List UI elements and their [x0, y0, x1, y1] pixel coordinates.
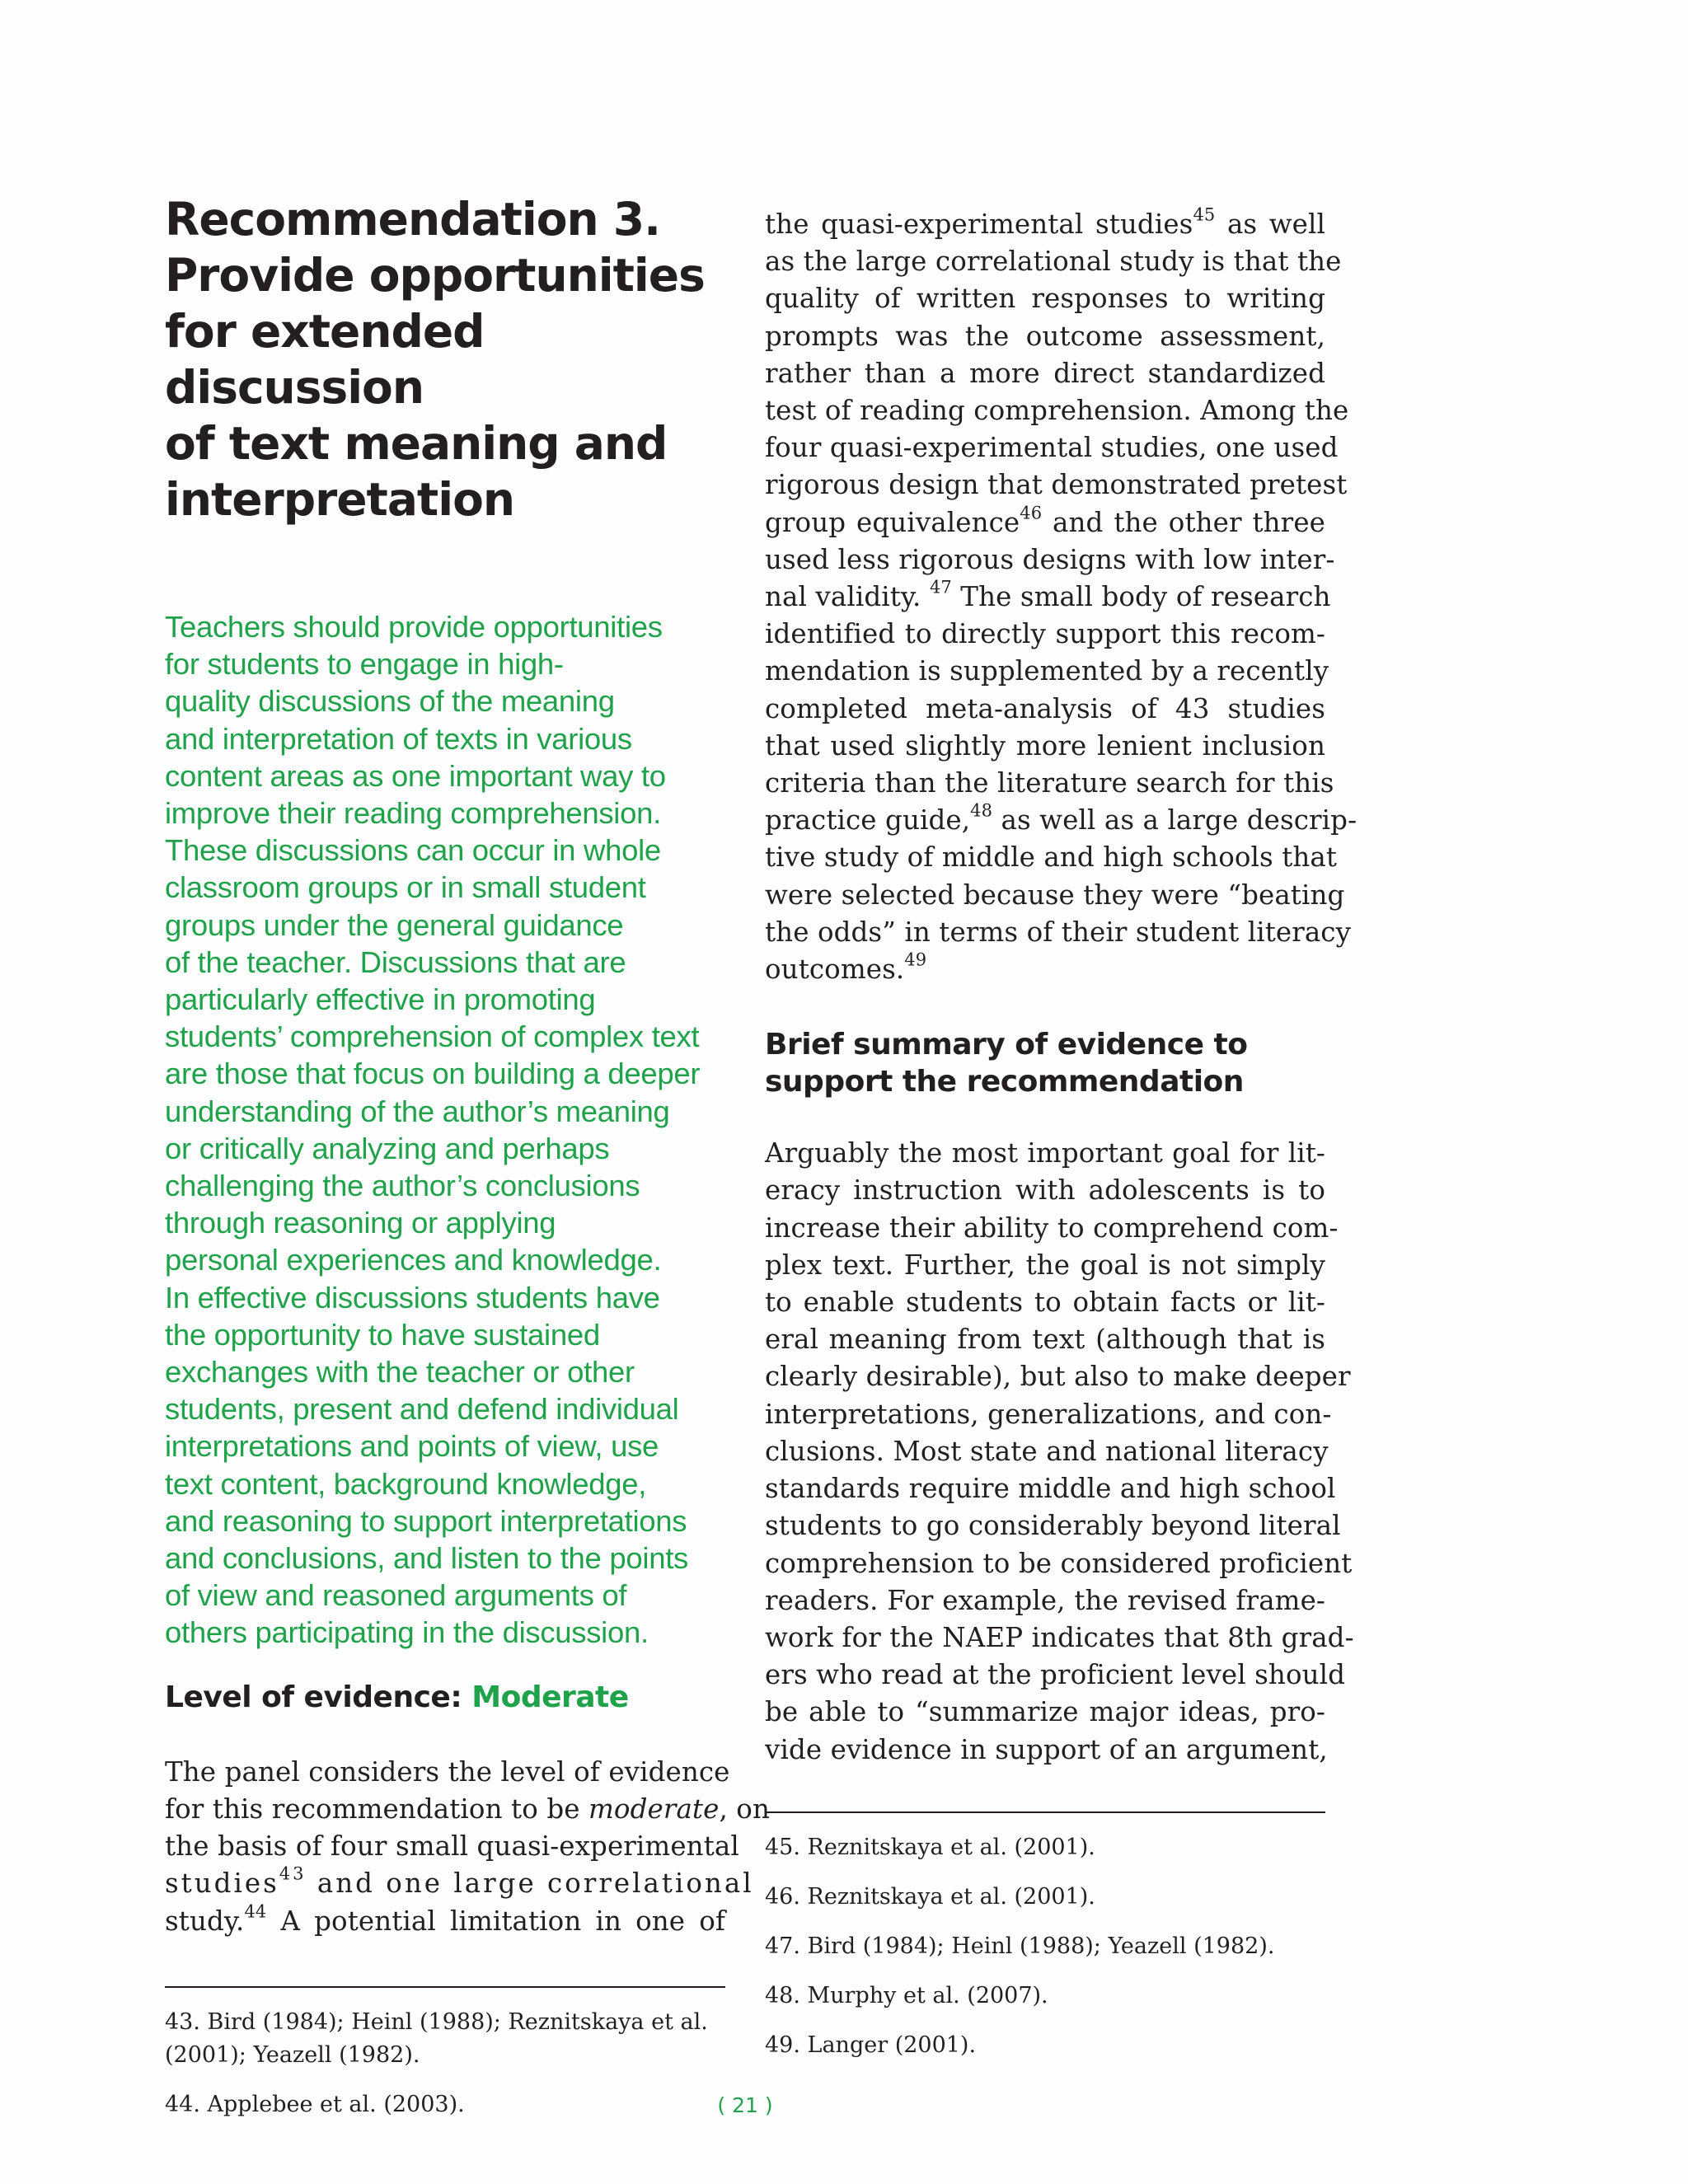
footnote-ref-46[interactable]: 46	[1020, 502, 1043, 523]
level-of-evidence-heading: Level of evidence: Moderate	[165, 1680, 629, 1714]
footnote-divider	[165, 1986, 725, 1988]
footnote-ref-43[interactable]: 43	[279, 1863, 307, 1884]
footnote-ref-47[interactable]: 47	[929, 577, 952, 598]
footnote-divider	[765, 1811, 1325, 1813]
footnote-48: 48. Murphy et al. (2007).	[765, 1982, 1048, 2008]
footnote-ref-48[interactable]: 48	[970, 800, 993, 821]
recommendation-intro: Teachers should provide opportunities for students to engage in high- quality discussions of the meaning and interpretation of texts in various content areas as one important way to improve their reading comprehension. These discussions can occur in whole classroom groups or in small student groups under the general guidance of the teacher. Discussions that are particularly effective in promoting students’ comprehension of complex text are those that focus on building a deeper understanding of the author’s meaning or critically analyzing and perhaps challenging the author’s conclusions through reasoning or applying personal experiences and knowledge. In effective discussions students have the opportunity to have sustained exchanges with the teacher or other students, present and defend individual interpretations and points of view, use text content, background knowledge, and reasoning to support interpretations and conclusions, and listen to the points of view and reasoned arguments of others participating in the discussion.	[165, 610, 701, 1650]
right-column	[765, 204, 1357, 2079]
summary-paragraph: Arguably the most important goal for lit- eracy instruction with adolescents is to increase their ability to comprehend com- plex text. Further, the goal is not simply to enable students to obtain facts or lit- eral meaning from text (although that is clearly desirable), but also to make deeper interpretations, generalizations, and con- clusions. Most state and national literacy standards require middle and high school students to go considerably beyond literal comprehension to be considered proficient readers. For example, the revised frame- work for the NAEP indicates that 8th grad- ers who read at the proficient level should be able to “summarize major ideas, pro- vide evidence in support of an argument,	[765, 1137, 1354, 1765]
footnote-46: 46. Reznitskaya et al. (2001).	[765, 1883, 1095, 1910]
footnote-ref-45[interactable]: 45	[1193, 204, 1216, 225]
right-paragraph-1: the quasi-experimental studies$^{45}$ as well as the large correlational study is that the quality of written responses to writing prompts was the outcome assessment, rather than a more direct standardized test of reading comprehension. Among the four quasi-experimental studies, one used rigorous design that demonstrated pretest group equivalence$^{46}$ and the other three used less rigorous designs with low inter- nal validity. $^{47}$ The small body of research identified to directly support this recom- mendation is supplemented by a recently completed meta-analysis of 43 studies that used slightly more lenient inclusion criteria than the literature search for this practice guide,$^{48}$ as well as a large descrip- tive study of middle and high schools that were selected because they were “beating the odds” in terms of their student literacy outcomes.$^{49}$	[765, 204, 1357, 986]
footnote-44: 44. Applebee et al. (2003).	[165, 2091, 465, 2117]
footnote-45: 45. Reznitskaya et al. (2001).	[765, 1834, 1095, 1860]
footnote-43: 43. Bird (1984); Heinl (1988); Reznitskaya et al. (2001); Yeazell (1982).	[165, 2008, 708, 2068]
footnote-49: 49. Langer (2001).	[765, 2032, 977, 2058]
summary-heading: Brief summary of evidence to support the recommendation	[765, 1028, 1248, 1099]
footnote-ref-44[interactable]: 44	[244, 1900, 267, 1921]
panel-paragraph: The panel considers the level of evidence for this recommendation to be moderate, on the basis of four small quasi-experimental studies$^{43}$ and one large correlational study.$^{44}$ A potential limitation in one of	[165, 1755, 770, 1937]
recommendation-title: Recommendation 3. Provide opportunities for extended discussion of text meaning and interpretation	[165, 193, 705, 526]
right-footnotes-block	[765, 1811, 1325, 2062]
footnote-47: 47. Bird (1984); Heinl (1988); Yeazell (1982).	[765, 1933, 1275, 1959]
right-footnotes	[765, 1831, 1325, 2062]
evidence-level-value: Moderate	[471, 1680, 629, 1714]
footnote-ref-49[interactable]: 49	[904, 949, 927, 970]
page-number: ( 21 )	[717, 2093, 773, 2117]
